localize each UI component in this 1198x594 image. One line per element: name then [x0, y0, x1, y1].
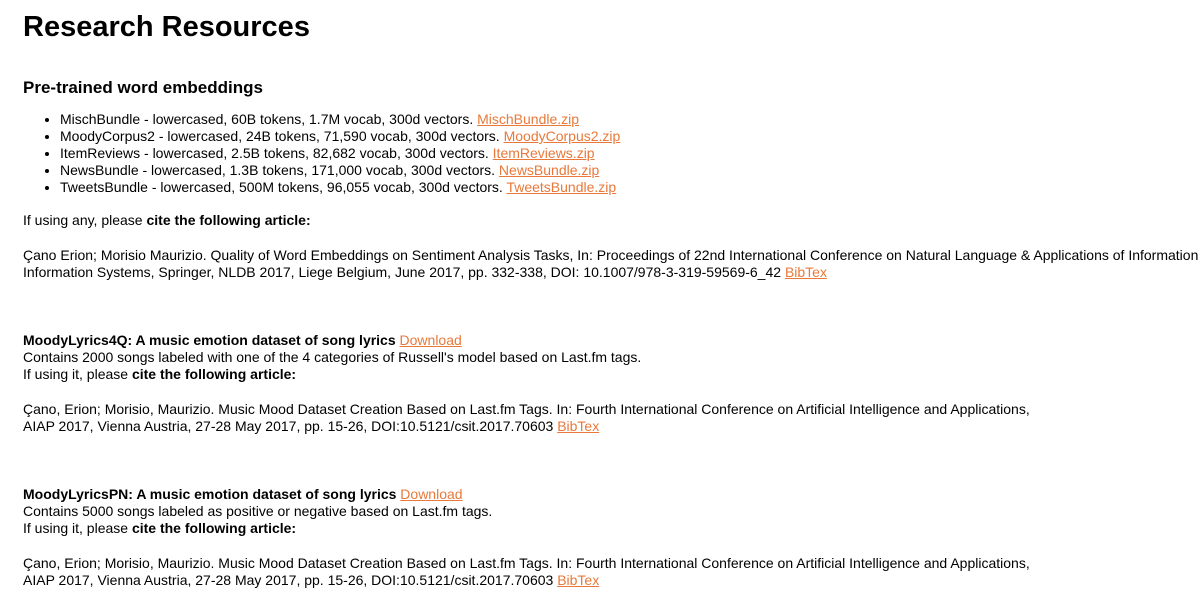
moody4q-citation-line-2 — [23, 418, 1080, 435]
moodycorpus2-download-link[interactable]: MoodyCorpus2.zip — [503, 128, 621, 144]
moody4q-section — [23, 332, 641, 383]
moody4q-citation-line-1: Çano, Erion; Morisio, Maurizio. Music Mood Dataset Creation Based on Last.fm Tags. In: Fourth International Conference on Artificial Intelligence and Applications, — [23, 401, 1030, 417]
moody4q-title-line — [23, 332, 641, 349]
newsbundle-download-link[interactable]: NewsBundle.zip — [498, 162, 600, 178]
moody4q-bibtex-link[interactable]: BibTex — [557, 418, 600, 434]
moodypn-title: MoodyLyricsPN: A music emotion dataset of song lyrics — [23, 486, 397, 502]
moodypn-bibtex-link[interactable]: BibTex — [557, 572, 600, 588]
embedding-description: MischBundle - lowercased, 60B tokens, 1.7M vocab, 300d vectors. — [60, 111, 478, 127]
moody4q-cite-instruction — [23, 366, 641, 383]
citation-text: AIAP 2017, Vienna Austria, 27-28 May 2017, pp. 15-26, DOI:10.5121/csit.2017.70603 — [23, 572, 558, 588]
moody4q-download-link[interactable]: Download — [399, 332, 462, 348]
cite-prefix: If using it, please — [23, 366, 132, 382]
embeddings-heading: Pre-trained word embeddings — [23, 78, 263, 97]
embeddings-list — [23, 111, 620, 196]
moodypn-cite-instruction — [23, 520, 492, 537]
moodypn-download-link[interactable]: Download — [400, 486, 463, 502]
moodypn-citation-line-1: Çano, Erion; Morisio, Maurizio. Music Mood Dataset Creation Based on Last.fm Tags. In: Fourth International Conference on Artificial Intelligence and Applications, — [23, 555, 1030, 571]
list-item — [60, 179, 620, 196]
cite-bold: cite the following article: — [146, 212, 311, 228]
list-item — [60, 162, 620, 179]
citation-text: Information Systems, Springer, NLDB 2017, Liege Belgium, June 2017, pp. 332-338, DOI: 10.1007/978-3-319-59569-6_42 — [23, 264, 785, 280]
cite-prefix: If using any, please — [23, 212, 147, 228]
moodypn-citation-line-2 — [23, 572, 1080, 589]
embedding-description: TweetsBundle - lowercased, 500M tokens, 96,055 vocab, 300d vectors. — [60, 179, 507, 195]
list-item — [60, 128, 620, 145]
embeddings-cite-instruction — [23, 212, 311, 229]
embedding-description: NewsBundle - lowercased, 1.3B tokens, 171,000 vocab, 300d vectors. — [60, 162, 499, 178]
moodypn-description: Contains 5000 songs labeled as positive or negative based on Last.fm tags. — [23, 503, 493, 519]
embeddings-citation-line-2 — [23, 264, 1080, 281]
cite-bold: cite the following article: — [131, 520, 297, 536]
embedding-description: MoodyCorpus2 - lowercased, 24B tokens, 71,590 vocab, 300d vectors. — [60, 128, 504, 144]
embeddings-bibtex-link[interactable]: BibTex — [784, 264, 827, 280]
citation-text: AIAP 2017, Vienna Austria, 27-28 May 2017, pp. 15-26, DOI:10.5121/csit.2017.70603 — [23, 418, 558, 434]
page-title: Research Resources — [23, 11, 310, 43]
mischbundle-download-link[interactable]: MischBundle.zip — [477, 111, 580, 127]
moody4q-title: MoodyLyrics4Q: A music emotion dataset of song lyrics — [23, 332, 396, 348]
itemreviews-download-link[interactable]: ItemReviews.zip — [492, 145, 595, 161]
cite-prefix: If using it, please — [23, 520, 132, 536]
moodypn-section — [23, 486, 492, 537]
embeddings-citation-line-1: Çano Erion; Morisio Maurizio. Quality of Word Embeddings on Sentiment Analysis Tasks, In: Proceedings of 22nd International Conference on Natural Language & Applications of Information — [23, 247, 1198, 263]
embedding-description: ItemReviews - lowercased, 2.5B tokens, 82,682 vocab, 300d vectors. — [60, 145, 493, 161]
moodypn-title-line — [23, 486, 492, 503]
moody4q-description: Contains 2000 songs labeled with one of the 4 categories of Russell's model based on Last.fm tags. — [23, 349, 642, 365]
cite-bold: cite the following article: — [131, 366, 297, 382]
list-item — [60, 111, 620, 128]
tweetsbundle-download-link[interactable]: TweetsBundle.zip — [506, 179, 617, 195]
list-item — [60, 145, 620, 162]
